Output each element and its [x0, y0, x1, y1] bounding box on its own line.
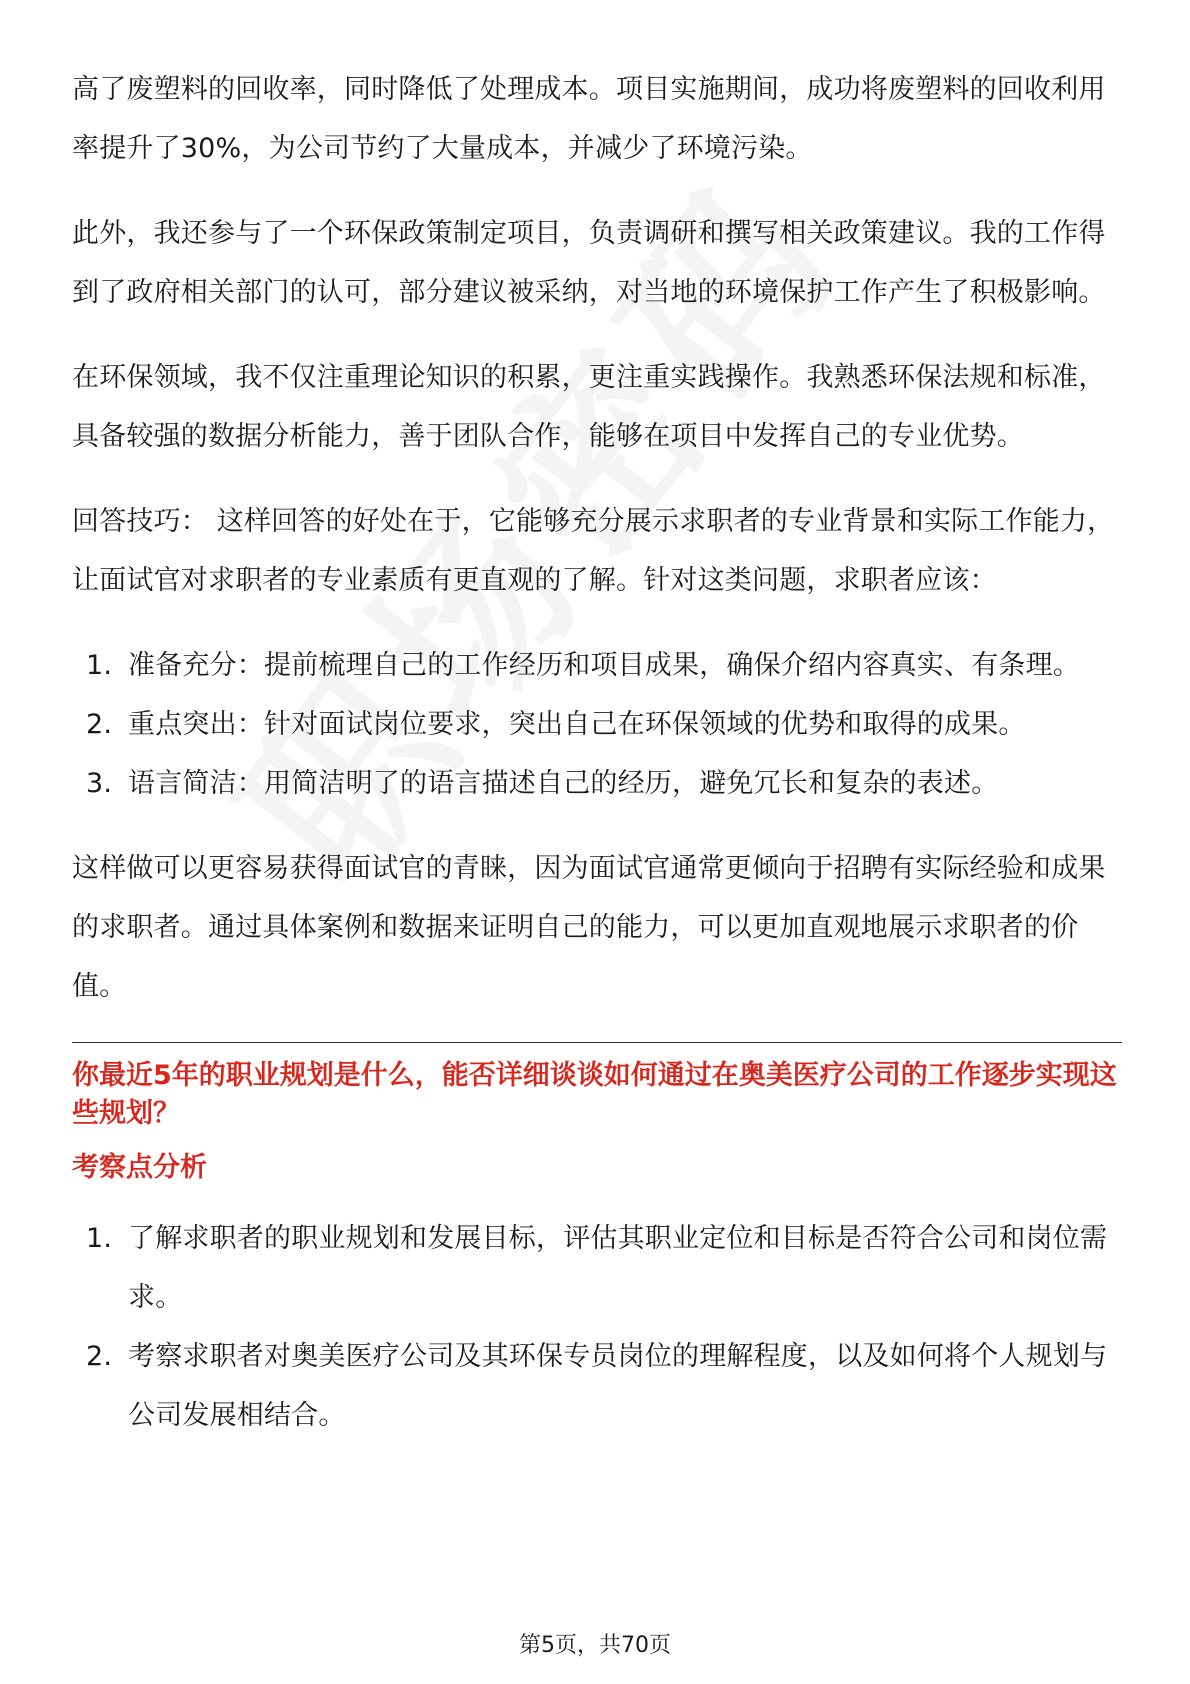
list-item [72, 636, 1122, 695]
list-item-text: 语言简洁：用简洁明了的语言描述自己的经历，避免冗长和复杂的表述。 [128, 768, 999, 799]
list-item [72, 1209, 1122, 1327]
list-item-text: 考察求职者对奥美医疗公司及其环保专员岗位的理解程度，以及如何将个人规划与公司发展相结合。 [128, 1341, 1108, 1431]
list-number: 3. [86, 768, 113, 799]
analysis-title: 考察点分析 [72, 1152, 207, 1183]
document-body [72, 60, 1122, 1471]
list-number: 2. [86, 1341, 113, 1372]
list-number: 1. [86, 1223, 113, 1254]
paragraph: 这样做可以更容易获得面试官的青睐，因为面试官通常更倾向于招聘有实际经验和成果的求职者。通过具体案例和数据来证明自己的能力，可以更加直观地展示求职者的价值。 [72, 853, 1106, 1002]
list-item-text: 了解求职者的职业规划和发展目标，评估其职业定位和目标是否符合公司和岗位需求。 [128, 1223, 1108, 1313]
list-number: 2. [86, 709, 113, 740]
page-number: 第5页，共70页 [519, 1633, 671, 1658]
list-number: 1. [86, 650, 113, 681]
paragraph: 在环保领域，我不仅注重理论知识的积累，更注重实践操作。我熟悉环保法规和标准，具备较强的数据分析能力，善于团队合作，能够在项目中发挥自己的专业优势。 [72, 362, 1106, 452]
paragraph: 高了废塑料的回收率，同时降低了处理成本。项目实施期间，成功将废塑料的回收利用率提升了30%，为公司节约了大量成本，并减少了环境污染。 [72, 74, 1106, 164]
tips-list [72, 636, 1122, 813]
list-item-text: 准备充分：提前梳理自己的工作经历和项目成果，确保介绍内容真实、有条理。 [128, 650, 1080, 681]
list-item [72, 1327, 1122, 1445]
question-heading: 你最近5年的职业规划是什么，能否详细谈谈如何通过在奥美医疗公司的工作逐步实现这些规划？ [72, 1060, 1117, 1129]
list-item-text: 重点突出：针对面试岗位要求，突出自己在环保领域的优势和取得的成果。 [128, 709, 1026, 740]
answer-tips-paragraph: 回答技巧： 这样回答的好处在于，它能够充分展示求职者的专业背景和实际工作能力，让面试官对求职者的专业素质有更直观的了解。针对这类问题，求职者应该： [72, 506, 1115, 596]
analysis-list [72, 1209, 1122, 1445]
section-divider [72, 1042, 1122, 1043]
list-item [72, 695, 1122, 754]
paragraph: 此外，我还参与了一个环保政策制定项目，负责调研和撰写相关政策建议。我的工作得到了政府相关部门的认可，部分建议被采纳，对当地的环境保护工作产生了积极影响。 [72, 218, 1106, 308]
list-item [72, 754, 1122, 813]
